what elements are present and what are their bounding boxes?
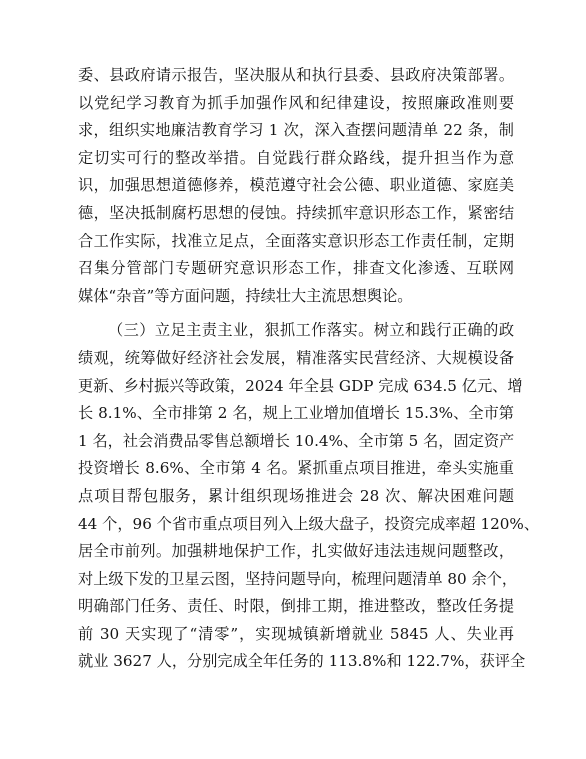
text-line: 对上级下发的卫星云图，坚持问题导向，梳理问题清单 80 余个， — [78, 569, 518, 588]
paragraph-party-discipline — [78, 62, 514, 310]
text-line: 44 个，96 个省市重点项目列入上级大盘子，投资完成率超 120%、 — [78, 514, 540, 533]
text-line: 媒体“杂音”等方面问题，持续壮大主流思想舆论。 — [78, 286, 413, 305]
document-body — [78, 62, 540, 676]
text-line: 就业 3627 人，分别完成全年任务的 113.8%和 122.7%，获评全 — [78, 652, 526, 671]
text-line: 点项目帮包服务，累计组织现场推进会 28 次、解决困难问题 — [78, 486, 514, 505]
text-line: 求，组织实地廉洁教育学习 1 次，深入查摆问题清单 22 条，制 — [78, 121, 514, 140]
text-line: 绩观，统筹做好经济社会发展，精准落实民营经济、大规模设备 — [78, 348, 514, 367]
text-line: 1 名，社会消费品零售总额增长 10.4%、全市第 5 名，固定资产 — [78, 431, 515, 450]
text-line: 以党纪学习教育为抓手加强作风和纪律建设，按照廉政准则要 — [78, 93, 514, 112]
text-line: 合工作实际，找准立足点，全面落实意识形态工作责任制，定期 — [78, 231, 514, 250]
text-line: 识，加强思想道德修养，模范遵守社会公德、职业道德、家庭美 — [78, 176, 514, 195]
text-line: 更新、乡村振兴等政策，2024 年全县 GDP 完成 634.5 亿元、增 — [78, 376, 523, 395]
paragraph-work-implementation — [78, 317, 540, 676]
text-line: 居全市前列。加强耕地保护工作，扎实做好违法违规问题整改， — [78, 542, 514, 561]
text-line: 委、县政府请示报告，坚决服从和执行县委、县政府决策部署。 — [78, 66, 514, 84]
text-line: 明确部门任务、责任、时限，倒排工期，推进整改，整改任务提 — [78, 597, 514, 616]
text-line: 召集分管部门专题研究意识形态工作，排查文化渗透、互联网 — [78, 259, 514, 278]
text-line: 长 8.1%、全市排第 2 名，规上工业增加值增长 15.3%、全市第 — [78, 404, 514, 423]
section-heading-line: （三）立足主责主业，狠抓工作落实。树立和践行正确的政 — [108, 321, 514, 340]
paragraph-spacing — [78, 310, 514, 317]
text-line: 定切实可行的整改举措。自觉践行群众路线，提升担当作为意 — [78, 148, 514, 167]
text-line: 前 30 天实现了“清零”，实现城镇新增就业 5845 人、失业再 — [78, 624, 514, 643]
text-line: 投资增长 8.6%、全市第 4 名。紧抓重点项目推进，牵头实施重 — [78, 459, 514, 478]
text-line: 德，坚决抵制腐朽思想的侵蚀。持续抓牢意识形态工作，紧密结 — [78, 203, 514, 222]
